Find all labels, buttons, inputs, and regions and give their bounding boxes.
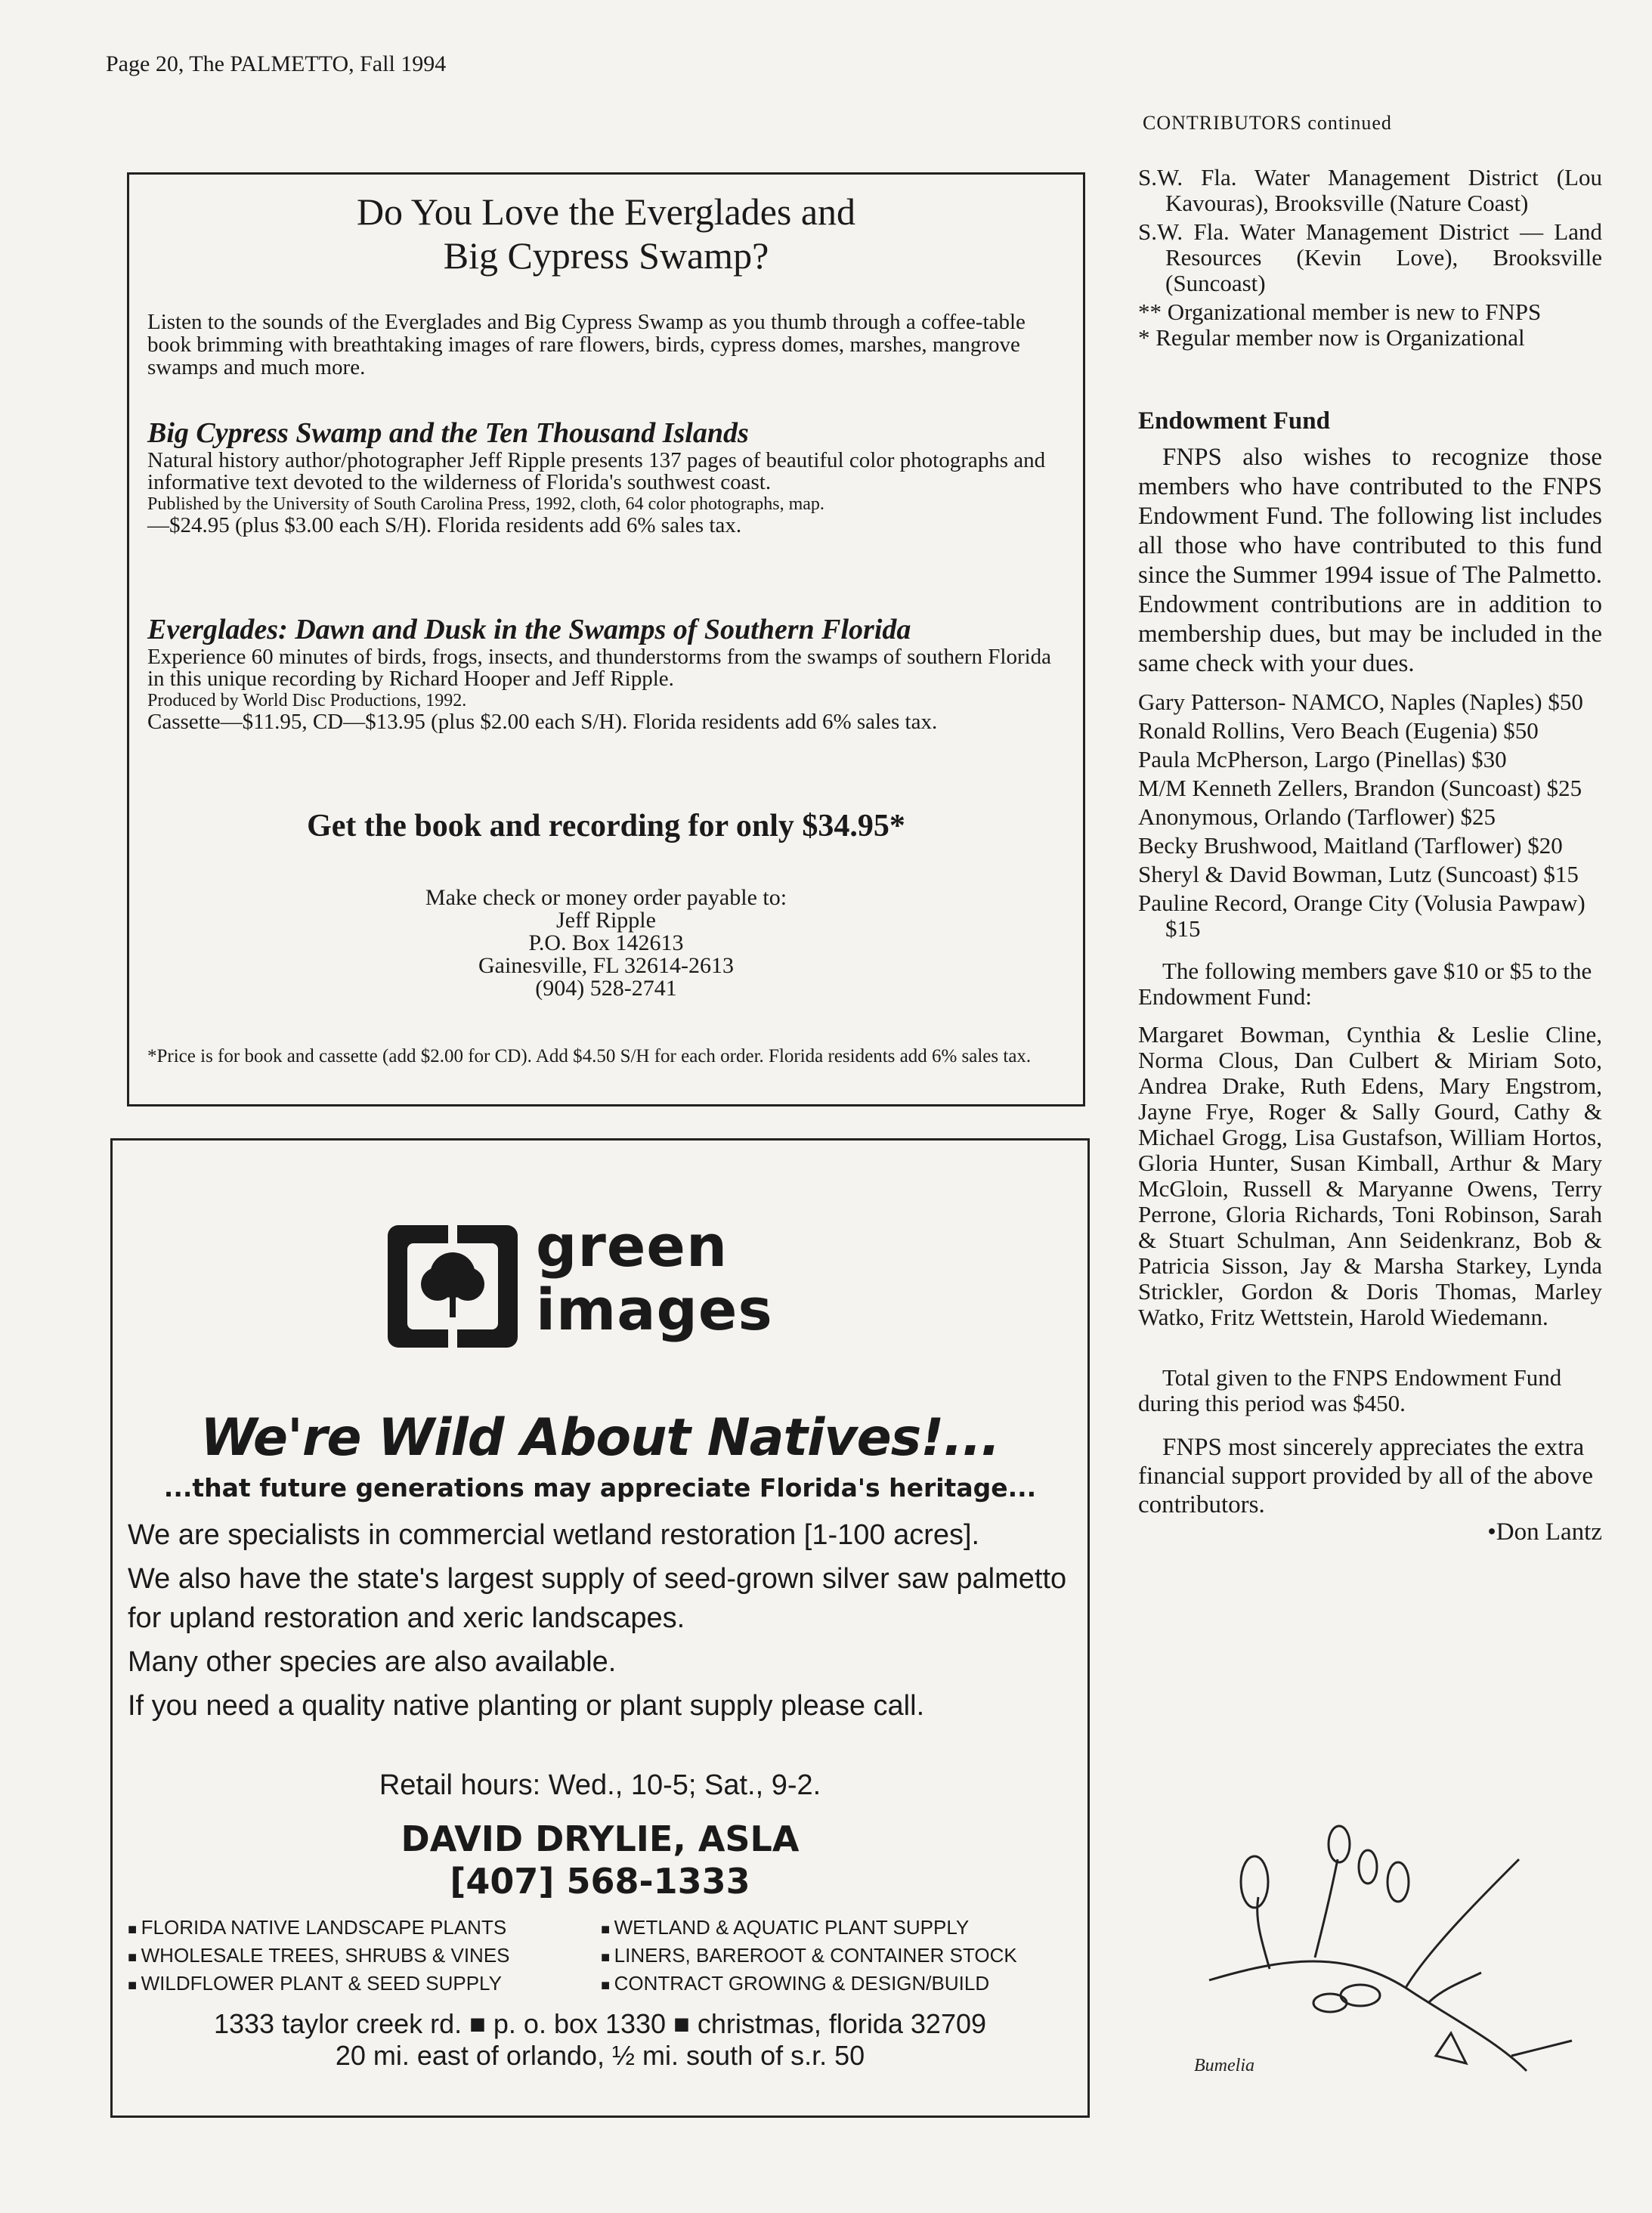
services-left [128, 1914, 510, 1998]
small-donors-list: Margaret Bowman, Cynthia & Leslie Cline, Norma Clous, Dan Culbert & Miriam Soto, Andrea Drake, Ruth Edens, Mary Engstrom, Jayne Frye, Roger & Sally Gourd, Cathy & Michael Grogg, Lisa Gustafson, William Hortos, Gloria Hunter, Susan Kimball, Arthur & Mary McGloin, Russell & Maryanne Owens, Terry Perrone, Gloria Richards, Toni Robinson, Sarah & Stuart Schulman, Ann Seidenkranz, Bob & Patricia Sisson, Jay & Marsha Starkey, Lynda Strickler, Gordon & Doris Thomas, Marley Watko, Fritz Wettstein, Harold Wiedemann. [1138, 1021, 1602, 1330]
sketch-label: Bumelia [1194, 2056, 1254, 2075]
ad-title [129, 190, 1083, 277]
book-title: Big Cypress Swamp and the Ten Thousand Islands [147, 417, 749, 449]
payment-line: Jeff Ripple [556, 908, 656, 933]
price-footnote: *Price is for book and cassette (add $2.00 for CD). Add $4.50 S/H for each order. Florida residents add 6% sales tax. [147, 1046, 1032, 1066]
address-block [113, 2008, 1087, 2072]
contact-phone: [407] 568-1333 [450, 1861, 750, 1902]
everglades-ad [127, 172, 1085, 1106]
ad-title-line2: Big Cypress Swamp? [443, 234, 769, 277]
payment-line: Gainesville, FL 32614-2613 [478, 953, 734, 978]
ad-tagline: ...that future generations may appreciate Florida's heritage... [163, 1473, 1037, 1503]
service-item: ■ LINERS, BAREROOT & CONTAINER STOCK [601, 1942, 1017, 1970]
ad-intro: Listen to the sounds of the Everglades and Big Cypress Swamp as you thumb through a coffee-table book brimming with breathtaking images of rare flowers, birds, cypress domes, marshes, mangrove swamps and much more. [147, 310, 1026, 379]
services-right [601, 1914, 1017, 1998]
ad-body-paragraph: We are specialists in commercial wetland restoration [1-100 acres]. [128, 1519, 980, 1551]
recording-description: Experience 60 minutes of birds, frogs, insects, and thunderstorms from the swamps of southern Florida in this unique recording by Richard Hooper and Jeff Ripple. [147, 645, 1052, 691]
member-note: ** Organizational member is new to FNPS [1138, 299, 1542, 325]
page-header: Page 20, The PALMETTO, Fall 1994 [106, 51, 447, 76]
donor-entry: Becky Brushwood, Maitland (Tarflower) $20 [1138, 832, 1563, 859]
green-images-ad [110, 1138, 1090, 2118]
endowment-heading: Endowment Fund [1138, 407, 1330, 435]
member-note: * Regular member now is Organizational [1138, 324, 1525, 351]
service-item: ■ FLORIDA NATIVE LANDSCAPE PLANTS [128, 1914, 510, 1942]
endowment-section [1138, 408, 1602, 1545]
ad-title-line1: Do You Love the Everglades and [356, 190, 856, 233]
retail-hours: Retail hours: Wed., 10-5; Sat., 9-2. [379, 1769, 821, 1801]
service-item: ■ WETLAND & AQUATIC PLANT SUPPLY [601, 1914, 1017, 1942]
donor-entry: Anonymous, Orlando (Tarflower) $25 [1138, 803, 1496, 830]
recording-section [147, 613, 1065, 733]
ad-headline: We're Wild About Natives!... [200, 1408, 1000, 1468]
bumelia-sketch-icon [1179, 1814, 1602, 2086]
endowment-total: Total given to the FNPS Endowment Fund during this period was $450. [1138, 1364, 1562, 1416]
contributors-heading: CONTRIBUTORS continued [1143, 112, 1392, 134]
green-images-logo-icon [385, 1222, 521, 1351]
contributors-list [1138, 165, 1602, 351]
payment-line: P.O. Box 142613 [528, 930, 684, 955]
ad-body-paragraph: Many other species are also available. [128, 1646, 617, 1678]
street-address: 1333 taylor creek rd. ■ p. o. box 1330 ■ christmas, florida 32709 [213, 2008, 987, 2039]
recording-price: Cassette—$11.95, CD—$13.95 (plus $2.00 each S/H). Florida residents add 6% sales tax. [147, 710, 938, 734]
ad-body-paragraph: We also have the state's largest supply of seed-grown silver saw palmetto for upland restoration and xeric landscapes. [128, 1563, 1067, 1634]
book-section [147, 416, 1065, 537]
donor-entry: Ronald Rollins, Vero Beach (Eugenia) $50 [1138, 717, 1539, 744]
offer-line: Get the book and recording for only $34.95* [307, 809, 905, 843]
logo-line1: green [536, 1212, 729, 1280]
donor-entry: M/M Kenneth Zellers, Brandon (Suncoast) $25 [1138, 775, 1582, 801]
logo-wordmark [536, 1212, 773, 1343]
donor-entry: Sheryl & David Bowman, Lutz (Suncoast) $15 [1138, 861, 1579, 887]
directions: 20 mi. east of orlando, ½ mi. south of s.r. 50 [335, 2040, 865, 2071]
ad-body [128, 1515, 1072, 1730]
donor-entry: Pauline Record, Orange City (Volusia Pawpaw) $15 [1138, 890, 1585, 942]
book-publisher: Published by the University of South Carolina Press, 1992, cloth, 64 color photographs, map. [147, 494, 824, 514]
signature: •Don Lantz [1487, 1518, 1602, 1546]
payment-line: (904) 528-2741 [535, 976, 677, 1001]
donor-entry: Gary Patterson- NAMCO, Naples (Naples) $50 [1138, 689, 1583, 715]
payment-info [129, 887, 1083, 1000]
ad-body-paragraph: If you need a quality native planting or plant supply please call. [128, 1690, 925, 1722]
book-price: —$24.95 (plus $3.00 each S/H). Florida residents add 6% sales tax. [147, 513, 742, 537]
contributor-entry: S.W. Fla. Water Management District — Land Resources (Kevin Love), Brooksville (Suncoast) [1138, 218, 1602, 296]
book-description: Natural history author/photographer Jeff Ripple presents 137 pages of beautiful color photographs and informative text devoted to the wilderness of Florida's southwest coast. [147, 448, 1046, 494]
recording-producer: Produced by World Disc Productions, 1992. [147, 691, 467, 710]
small-donors-intro: The following members gave $10 or $5 to the Endowment Fund: [1138, 958, 1592, 1010]
payment-line: Make check or money order payable to: [425, 885, 787, 910]
contact-block [113, 1818, 1087, 1902]
donor-list [1138, 689, 1602, 942]
recording-title: Everglades: Dawn and Dusk in the Swamps of Southern Florida [147, 614, 911, 645]
service-item: ■ WILDFLOWER PLANT & SEED SUPPLY [128, 1970, 510, 1998]
thanks-note: FNPS most sincerely appreciates the extra financial support provided by all of the above contributors. [1138, 1434, 1594, 1518]
donor-entry: Paula McPherson, Largo (Pinellas) $30 [1138, 746, 1507, 772]
service-item: ■ CONTRACT GROWING & DESIGN/BUILD [601, 1970, 1017, 1998]
logo-line2: images [536, 1276, 773, 1343]
contact-name: DAVID DRYLIE, ASLA [401, 1818, 800, 1859]
endowment-intro: FNPS also wishes to recognize those members who have contributed to the FNPS Endowment Fund. The following list includes all those who have contributed to this fund since the Summer 1994 issue of The Palmetto. Endowment contributions are in addition to membership dues, but may be included in the same check with your dues. [1138, 444, 1602, 677]
service-item: ■ WHOLESALE TREES, SHRUBS & VINES [128, 1942, 510, 1970]
contributor-entry: S.W. Fla. Water Management District (Lou Kavouras), Brooksville (Nature Coast) [1138, 164, 1602, 216]
